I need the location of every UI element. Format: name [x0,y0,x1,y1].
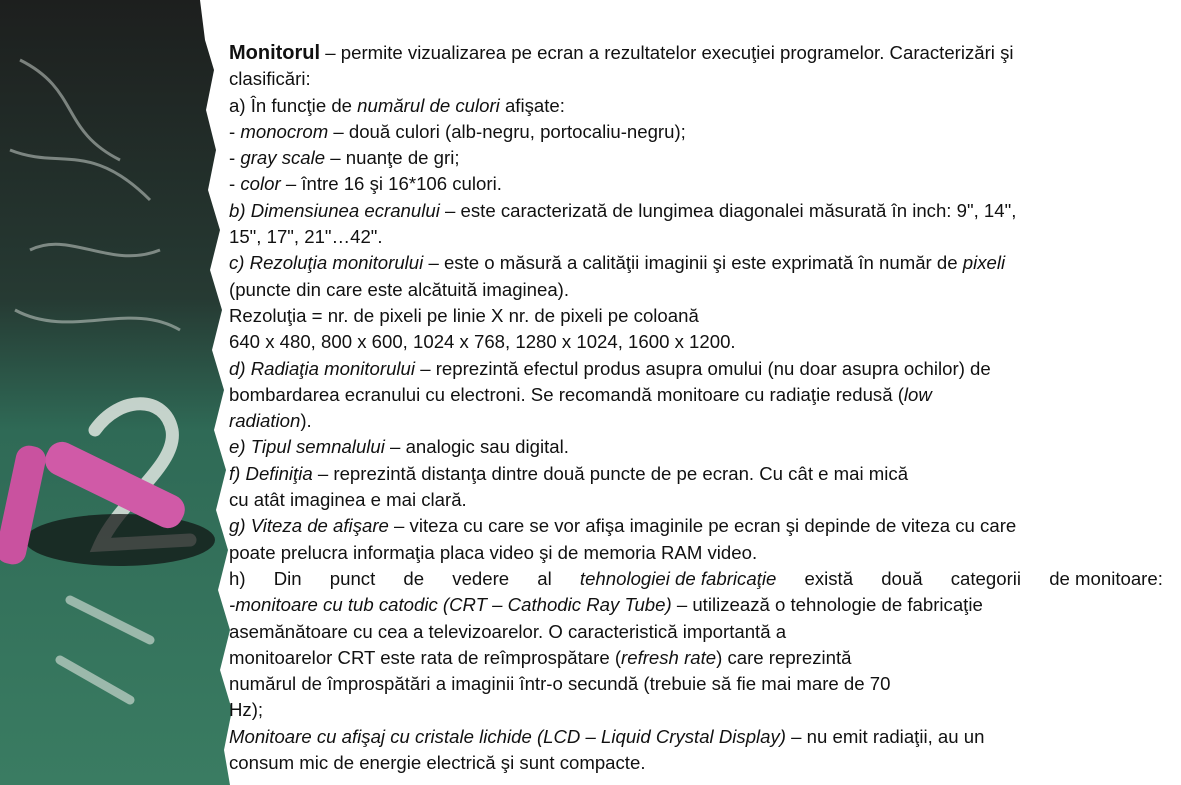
paragraph-crt: -monitoare cu tub catodic (CRT – Cathodic Ray Tube) – utilizează o tehnologie de fabricaţie [229,594,983,616]
paragraph-g: g) Viteza de afişare – viteza cu care se vor afişa imaginile pe ecran şi depinde de viteza cu care [229,515,1017,537]
document-body: Monitorul – permite vizualizarea pe ecran a rezultatelor execuţiei programelor. Caracterizări şi clasificări: a) În funcţie de numărul de culori afişate: - monocrom – două culori (alb-negru, portocaliu-negru); - gray scale – nuanţe de gri; - color – între 16 şi 16*106 culori. b) Dimensiunea ecranului – este caracterizată de lungimea diagonalei măsurată în inch: 9", 14", 15", 17", 21"…42". c) Rezoluţia monitorului – este o măsură a calităţii imaginii şi este exprimată în număr de pixeli (puncte din care este alcătuită imaginea). Rezoluţia = nr. de pixeli pe linie X nr. de pixeli pe coloană 640 x 480, 800 x 600, 1024 x 768, 1280 x 1024, 1600 x 1200. d) Radiaţia monitorului – reprezintă efectul produs asupra omului (nu doar asupra ochilor) de bombardarea ecranului cu electroni. Se recomandă monitoare cu radiaţie redusă (low radiation). e) Tipul semnalului – analogic sau digital. f) Definiţia – reprezintă distanţa dintre două puncte de pe ecran. Cu cât e mai mică cu atât imaginea e mai clară. g) Viteza de afişare – viteza cu care se vor afişa imaginile pe ecran şi depinde de viteza cu care poate prelucra informaţia placa video şi de memoria RAM video. h) Din punct de vedere al tehnologiei de fabricaţie există două categorii de monitoare: -monitoare cu tub catodic (CRT – Cathodic Ray Tube) – utilizează o tehnologie de fabricaţie asemănătoare cu cea a televizoarelor. O caracteristică importantă a monitoarelor CRT este rata de reîmprospătare (refresh rate) care reprezintă numărul de împrospătări a imaginii într-o secundă (trebuie să fie mai mare de 70 Hz); Monitoare cu afişaj cu cristale lichide (LCD – Liquid Crystal Display) – nu emit radiaţii, au un consum mic de energie electrică şi sunt compacte. [229,40,1174,776]
list-item: - gray scale – nuanţe de gri; [229,147,460,169]
list-item: - color – între 16 şi 16*106 culori. [229,173,502,195]
paragraph-h: h) Din punct de vedere al tehnologiei de fabricaţie există două categorii de monitoare: [229,567,1163,589]
paragraph-b: b) Dimensiunea ecranului – este caracterizată de lungimea diagonalei măsurată în inch: 9", 14", [229,199,1017,221]
list-item: - monocrom – două culori (alb-negru, portocaliu-negru); [229,120,686,142]
chalk-shadow [25,514,215,566]
chalkboard [0,0,232,785]
paragraph-e: e) Tipul semnalului – analogic sau digital. [229,436,569,458]
paragraph-c: c) Rezoluţia monitorului – este o măsură a calităţii imaginii şi este exprimată în număr de pixeli [229,252,1006,274]
heading-monitorul: Monitorul [229,42,321,64]
paragraph-a: a) În funcţie de numărul de culori afişate: [229,94,565,116]
chalkboard-illustration [0,0,240,785]
paragraph-intro: Monitorul – permite vizualizarea pe ecran a rezultatelor execuţiei programelor. Caracterizări şi [229,42,1014,64]
paragraph-lcd: Monitoare cu afişaj cu cristale lichide (LCD – Liquid Crystal Display) – nu emit radiaţii, au un [229,725,985,747]
paragraph-d: d) Radiaţia monitorului – reprezintă efectul produs asupra omului (nu doar asupra ochilor) de [229,357,991,379]
paragraph-f: f) Definiţia – reprezintă distanţa dintre două puncte de pe ecran. Cu cât e mai mică [229,462,909,484]
